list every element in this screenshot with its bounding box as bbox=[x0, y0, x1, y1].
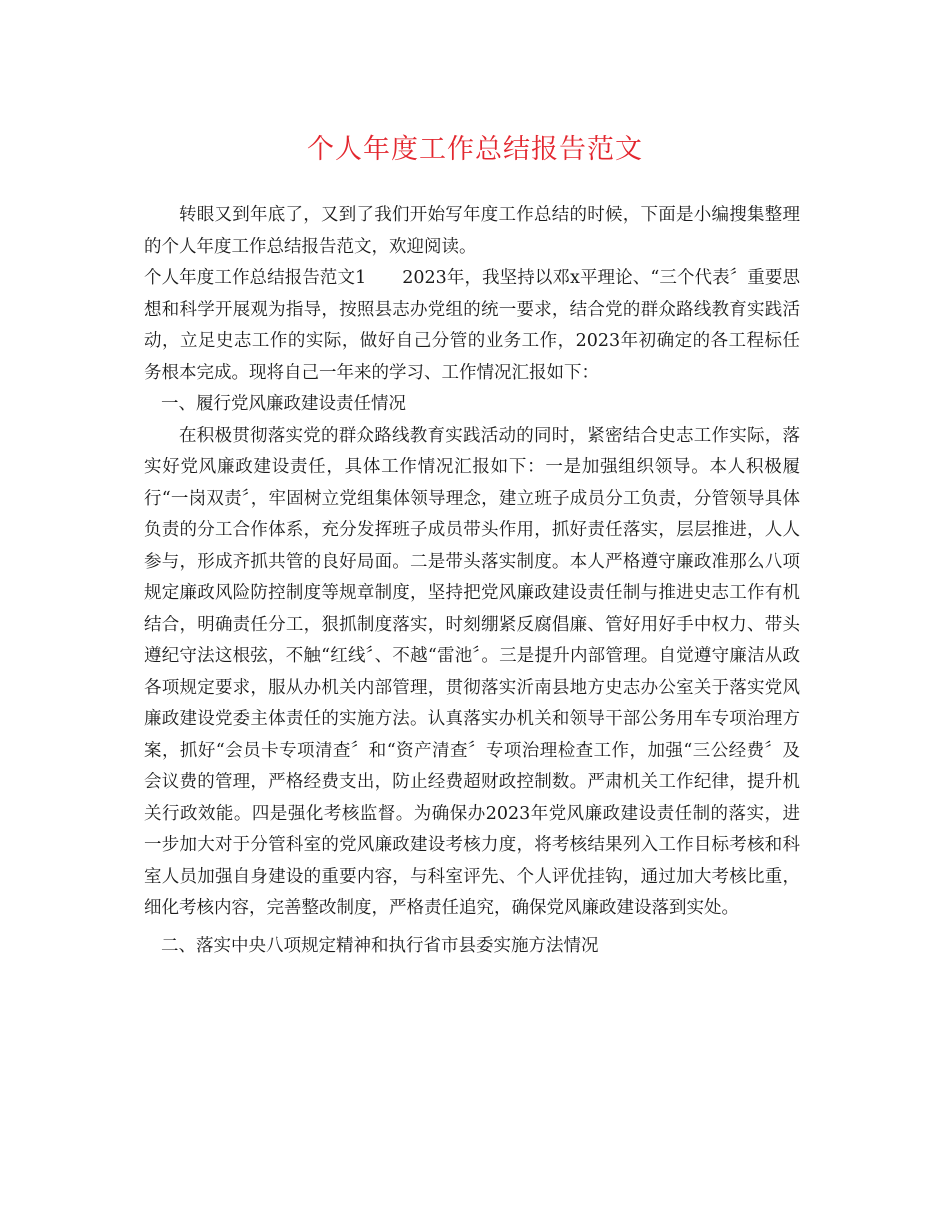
document-body bbox=[144, 200, 800, 962]
report-paragraph-1-text: 2023年，我坚持以邓x平理论、“三个代表〞重要思想和科学开展观为指导，按照县志办党组的统一要求，结合党的群众路线教育实践活动，立足史志工作的实际，做好自己分管的业务工作，2023年初确定的各工程标任务根本完成。现将自己一年来的学习、工作情况汇报如下： bbox=[144, 268, 800, 383]
section-1-paragraph: 在积极贯彻落实党的群众路线教育实践活动的同时，紧密结合史志工作实际，落实好党风廉政建设责任，具体工作情况汇报如下：一是加强组织领导。本人积极履行“一岗双责〞，牢固树立党组集体领导理念，建立班子成员分工负责，分管领导具体负责的分工合作体系，充分发挥班子成员带头作用，抓好责任落实，层层推进，人人参与，形成齐抓共管的良好局面。二是带头落实制度。本人严格遵守廉政准那么八项规定廉政风险防控制度等规章制度，坚持把党风廉政建设责任制与推进史志工作有机结合，明确责任分工，狠抓制度落实，时刻绷紧反腐倡廉、管好用好手中权力、带头遵纪守法这根弦，不触“红线〞、不越“雷池〞。三是提升内部管理。自觉遵守廉洁从政各项规定要求，服从办机关内部管理，贯彻落实沂南县地方史志办公室关于落实党风廉政建设党委主体责任的实施方法。认真落实办机关和领导干部公务用车专项治理方案，抓好“会员卡专项清查〞和“资产清查〞专项治理检查工作，加强“三公经费〞及会议费的管理，严格经费支出，防止经费超财政控制数。严肃机关工作纪律，提升机关行政效能。四是强化考核监督。为确保办2023年党风廉政建设责任制的落实，进一步加大对于分管科室的党风廉政建设考核力度，将考核结果列入工作目标考核和科室人员加强自身建设的重要内容，与科室评先、个人评优挂钩，通过加大考核比重，细化考核内容，完善整改制度，严格责任追究，确保党风廉政建设落到实处。 bbox=[144, 425, 800, 918]
report-paragraph-1 bbox=[144, 263, 800, 389]
section-heading-2: 二、落实中央八项规定精神和执行省市县委实施方法情况 bbox=[161, 935, 599, 956]
report-subtitle: 个人年度工作总结报告范文1 bbox=[144, 268, 367, 288]
section-heading-1: 一、履行党风廉政建设责任情况 bbox=[161, 394, 406, 414]
intro-paragraph: 转眼又到年底了，又到了我们开始写年度工作总结的时候，下面是小编搜集整理的个人年度工作总结报告范文，欢迎阅读。 bbox=[144, 205, 800, 257]
document-title: 个人年度工作总结报告范文 bbox=[307, 134, 643, 165]
